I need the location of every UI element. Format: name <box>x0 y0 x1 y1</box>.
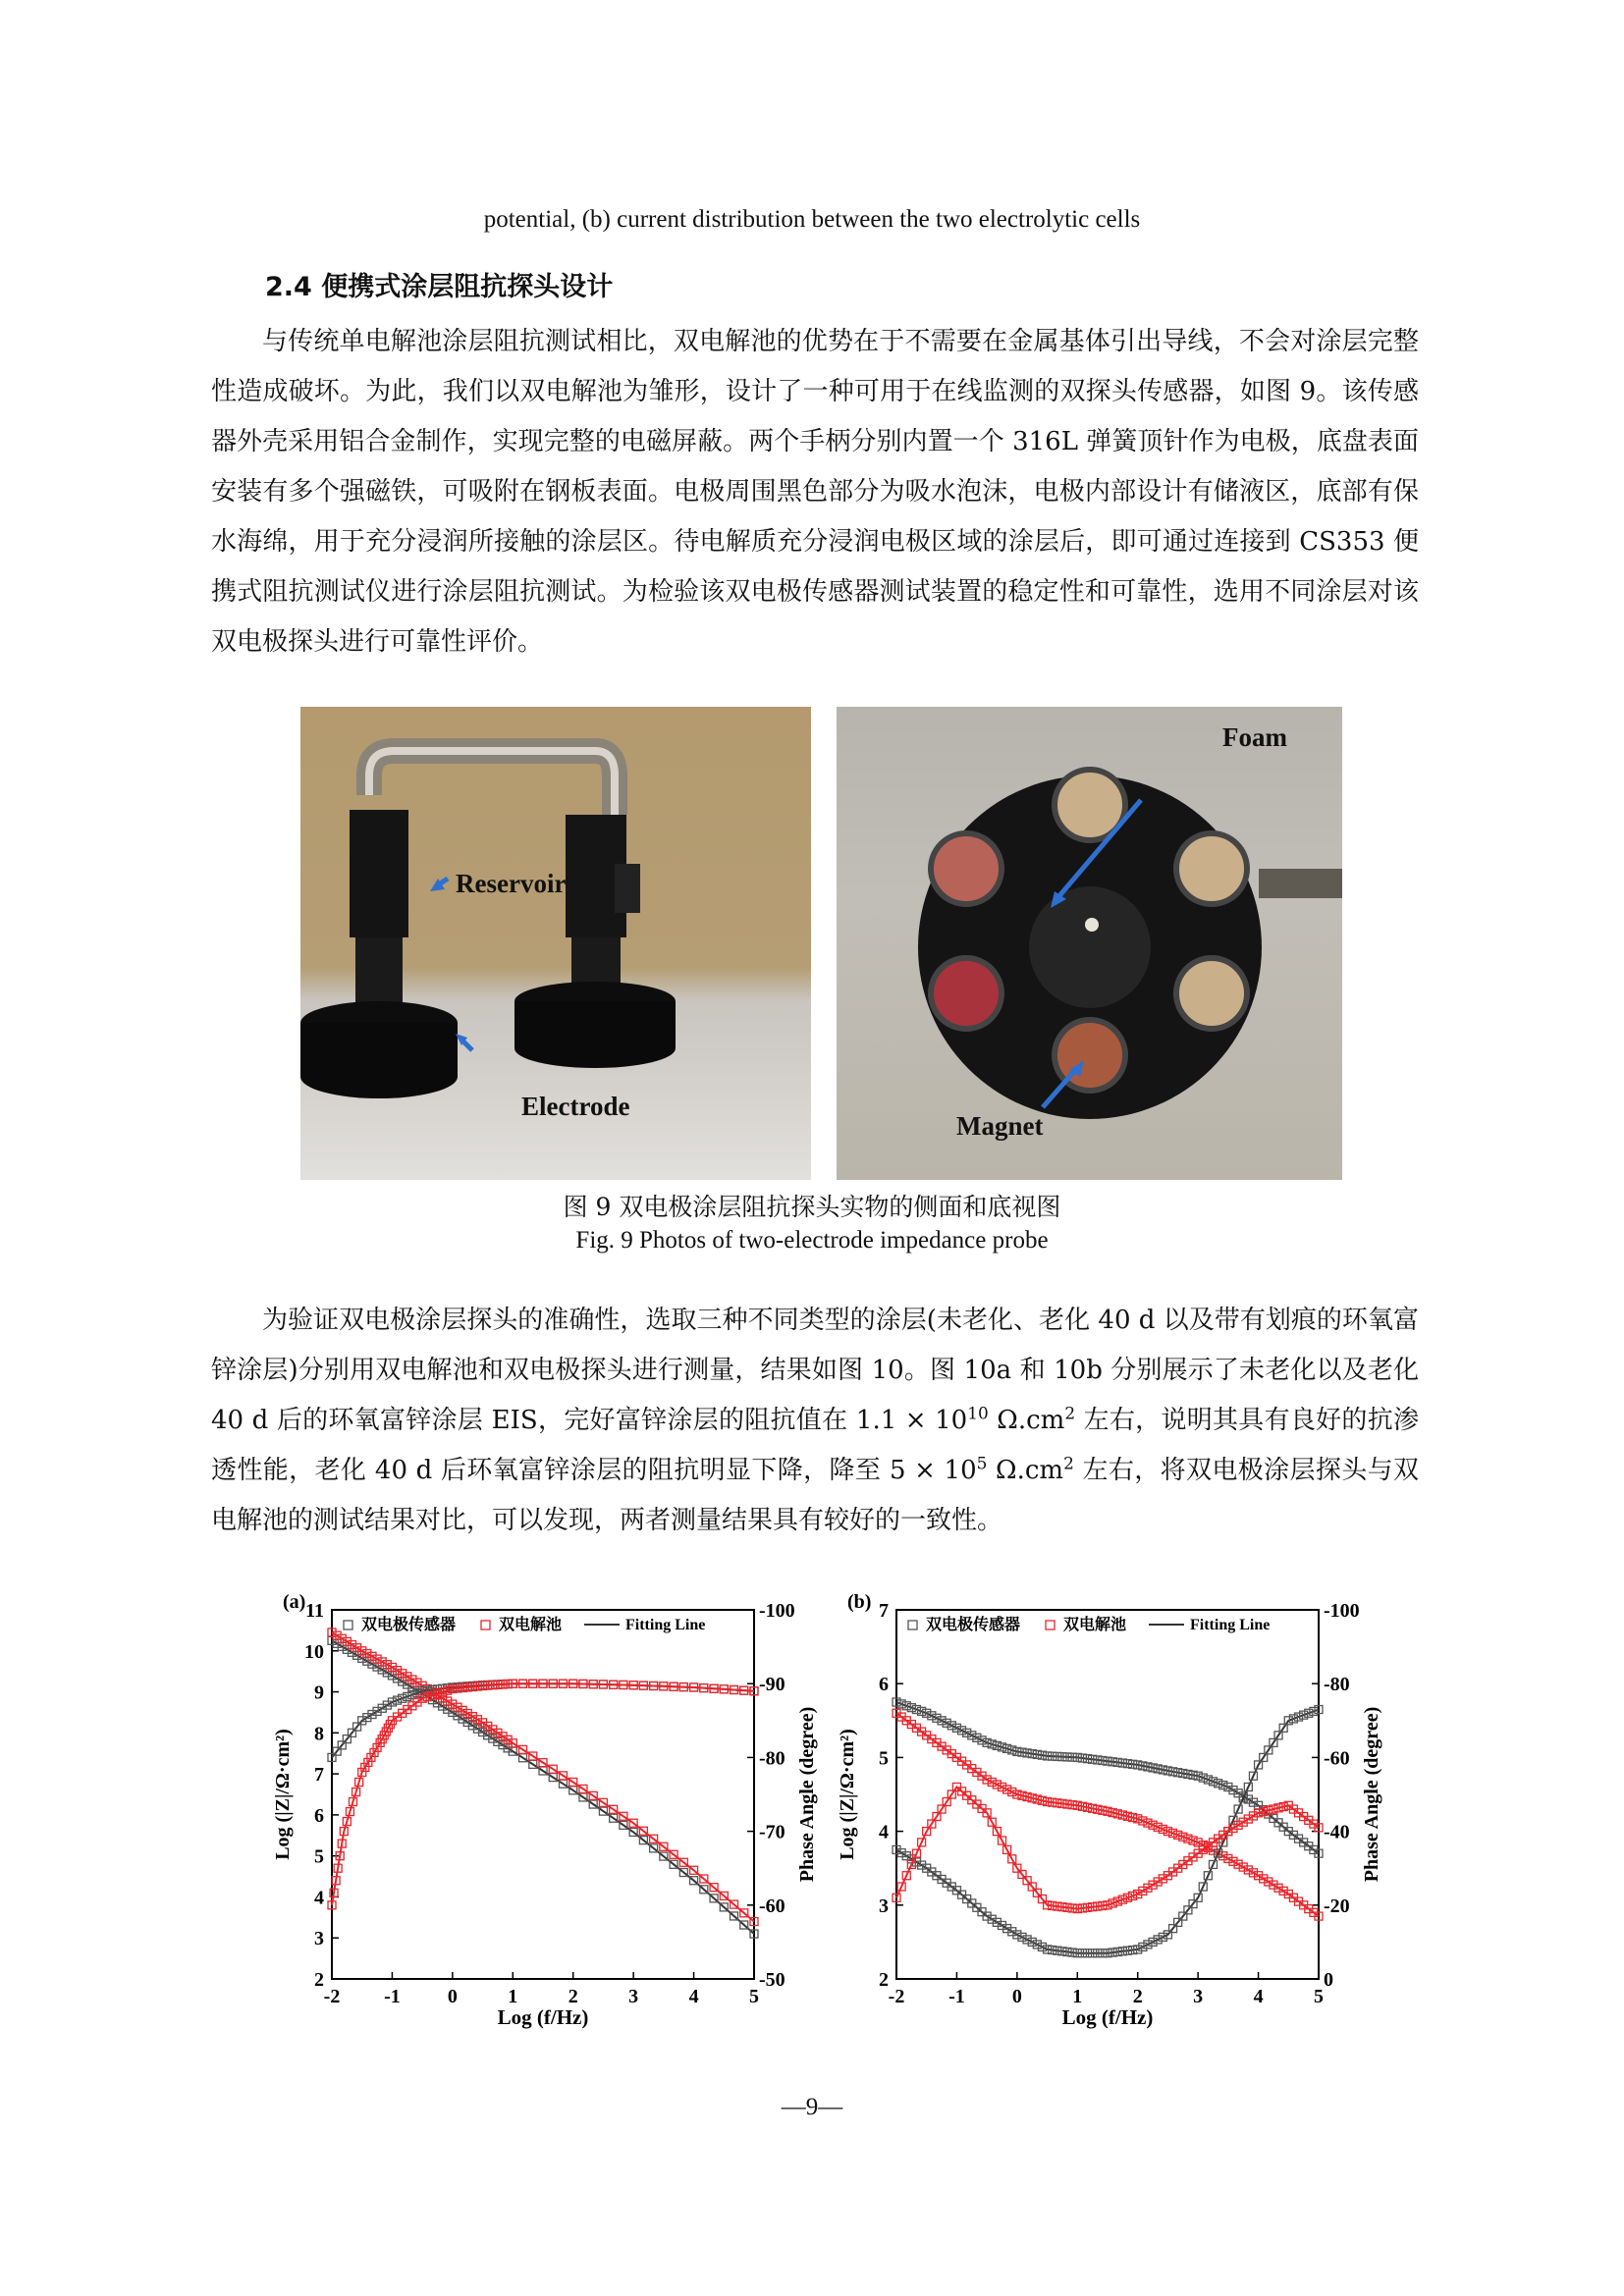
x-tick-label: 1 <box>508 1986 518 2007</box>
y-tick-label: 5 <box>314 1845 324 1868</box>
x-tick-label: 0 <box>1011 1986 1022 2007</box>
y-tick-label: 7 <box>879 1600 889 1622</box>
y-tick-label: 6 <box>314 1804 324 1827</box>
y-axis-label: Log (|Z|/Ω·cm²) <box>272 1729 294 1860</box>
fig9-caption-en: Fig. 9 Photos of two-electrode impedance probe <box>575 1227 1049 1254</box>
legend-marker-cell <box>1046 1621 1055 1629</box>
y-tick-label: 8 <box>314 1723 324 1745</box>
x-tick-label: -2 <box>888 1986 905 2007</box>
fit-line-2 <box>896 1710 1319 1953</box>
y-axis-label: Log (|Z|/Ω·cm²) <box>837 1729 858 1860</box>
panel-label: (a) <box>283 1591 306 1613</box>
legend-label-sensor: 双电极传感器 <box>926 1615 1021 1633</box>
y-tick-label: 3 <box>314 1928 324 1950</box>
y-tick-label: 2 <box>314 1969 324 1991</box>
legend-label-cell: 双电解池 <box>1063 1615 1127 1633</box>
y2-tick-label: -20 <box>1324 1895 1350 1917</box>
paragraph-2-text <box>211 1296 1419 1546</box>
eis-chart-b <box>839 1588 1389 2050</box>
eis-chart-a <box>272 1588 825 2050</box>
y2-tick-label: -100 <box>1324 1600 1360 1622</box>
y2-tick-label: -100 <box>759 1600 795 1622</box>
label-magnet: Magnet <box>956 1111 1044 1141</box>
x-tick-label: 2 <box>1132 1986 1143 2007</box>
page-number: —9— <box>781 2094 843 2120</box>
x-tick-label: -1 <box>384 1986 401 2007</box>
x-tick-label: 3 <box>1193 1986 1204 2007</box>
x-tick-label: -2 <box>323 1986 341 2007</box>
legend-label-sensor: 双电极传感器 <box>361 1615 457 1633</box>
x-tick-label: 3 <box>628 1986 639 2007</box>
y2-axis-label: Phase Angle (degree) <box>1361 1706 1382 1883</box>
paragraph-1-text: 与传统单电解池涂层阻抗测试相比，双电解池的优势在于不需要在金属基体引出导线，不会对涂层完整性造成破坏。为此，我们以双电解池为雏形，设计了一种可用于在线监测的双探头传感器，如图 9。该传感器外壳采用铝合金制作，实现完整的电磁屏蔽。两个手柄分别内置一个 316L 弹簧顶针作为电极，底盘表面安装有多个强磁铁，可吸附在钢板表面。电极周围黑色部分为吸水泡沫，电极内部设计有储液区，底部有保水海绵，用于充分浸润所接触的涂层区。待电解质充分浸润电极区域的涂层后，即可通过连接到 CS353 便携式阻抗测试仪进行涂层阻抗测试。为检验该双电极传感器测试装置的稳定性和可靠性，选用不同涂层对该双电极探头进行可靠性评价。 <box>211 327 1419 657</box>
legend-marker-sensor <box>908 1621 917 1629</box>
legend-label-cell: 双电解池 <box>499 1615 563 1633</box>
para2-text-e: 左右，将双电极涂层探头与双电解池的测试结果对比，可以发现，两者测量结果具有较好的一致性。 <box>211 1456 1420 1535</box>
probe-side-photo <box>300 707 811 1180</box>
y-tick-label: 4 <box>314 1887 324 1909</box>
paragraph-1 <box>211 317 1419 667</box>
x-tick-label: 4 <box>688 1986 699 2007</box>
y-tick-label: 9 <box>314 1682 324 1704</box>
x-tick-label: -1 <box>948 1986 965 2007</box>
y-tick-label: 6 <box>879 1674 889 1696</box>
x-tick-label: 5 <box>1314 1986 1324 2007</box>
para2-sup1: 10 <box>967 1403 989 1423</box>
x-tick-label: 5 <box>749 1986 759 2007</box>
legend-label-fit: Fitting Line <box>1190 1617 1271 1633</box>
plot-frame <box>332 1610 754 1979</box>
fig9-caption-cn: 图 9 双电极涂层阻抗探头实物的侧面和底视图 <box>563 1193 1061 1221</box>
para2-sup3: 5 <box>976 1453 988 1473</box>
legend-label-fit: Fitting Line <box>625 1617 706 1633</box>
y2-axis-label: Phase Angle (degree) <box>796 1706 818 1883</box>
x-tick-label: 1 <box>1072 1986 1083 2007</box>
section-title: 2.4 便携式涂层阻抗探头设计 <box>265 272 614 302</box>
para2-text-c: 左右，说明其具有良好的抗渗透性能，老化 40 d 后环氧富锌涂层的阻抗明显下降，降至 5 × 10 <box>211 1406 1419 1485</box>
label-reservoir: Reservoir <box>456 869 567 898</box>
probe-bottom-photo <box>837 707 1342 1180</box>
para2-sup2: 2 <box>1064 1403 1076 1423</box>
y2-tick-label: 0 <box>1324 1969 1333 1991</box>
fit-line-0 <box>896 1702 1319 1853</box>
para2-text-b: Ω.cm <box>988 1406 1065 1435</box>
y2-tick-label: -80 <box>759 1747 785 1770</box>
top-caption: potential, (b) current distribution between the two electrolytic cells <box>483 206 1141 233</box>
panel-label: (b) <box>847 1591 872 1613</box>
y2-tick-label: -60 <box>1324 1747 1350 1770</box>
x-tick-label: 2 <box>568 1986 578 2007</box>
y-tick-label: 4 <box>879 1821 889 1843</box>
y-tick-label: 10 <box>304 1640 324 1663</box>
paragraph-2 <box>211 1296 1419 1546</box>
x-tick-label: 0 <box>447 1986 458 2007</box>
y-tick-label: 7 <box>314 1764 324 1787</box>
label-foam: Foam <box>1222 722 1287 752</box>
y2-tick-label: -80 <box>1324 1674 1350 1696</box>
legend-marker-sensor <box>344 1621 352 1629</box>
x-tick-label: 4 <box>1253 1986 1264 2007</box>
legend-marker-cell <box>481 1621 490 1629</box>
y2-tick-label: -90 <box>759 1674 785 1696</box>
para2-text-a: 为验证双电极涂层探头的准确性，选取三种不同类型的涂层(未老化、老化 40 d 以及带有划痕的环氧富锌涂层)分别用双电解池和双电极探头进行测量，结果如图 10。图 10a 和 10b 分别展示了未老化以及老化 40 d 后的环氧富锌涂层 EIS，完好富锌涂层的阻抗值在 1.1 × 10 <box>211 1306 1419 1435</box>
y2-tick-label: -70 <box>759 1821 785 1843</box>
y2-tick-label: -60 <box>759 1895 785 1917</box>
y-tick-label: 5 <box>879 1747 889 1770</box>
plot-frame <box>896 1610 1319 1979</box>
label-electrode: Electrode <box>521 1092 630 1121</box>
y2-tick-label: -50 <box>759 1969 785 1991</box>
y2-tick-label: -40 <box>1324 1821 1350 1843</box>
y-tick-label: 3 <box>879 1895 889 1917</box>
y-tick-label: 11 <box>305 1600 324 1622</box>
y-tick-label: 2 <box>879 1969 889 1991</box>
x-axis-label: Log (f/Hz) <box>1061 2005 1154 2029</box>
para2-text-d: Ω.cm <box>987 1456 1064 1485</box>
x-axis-label: Log (f/Hz) <box>497 2005 589 2029</box>
para2-sup4: 2 <box>1063 1453 1074 1473</box>
